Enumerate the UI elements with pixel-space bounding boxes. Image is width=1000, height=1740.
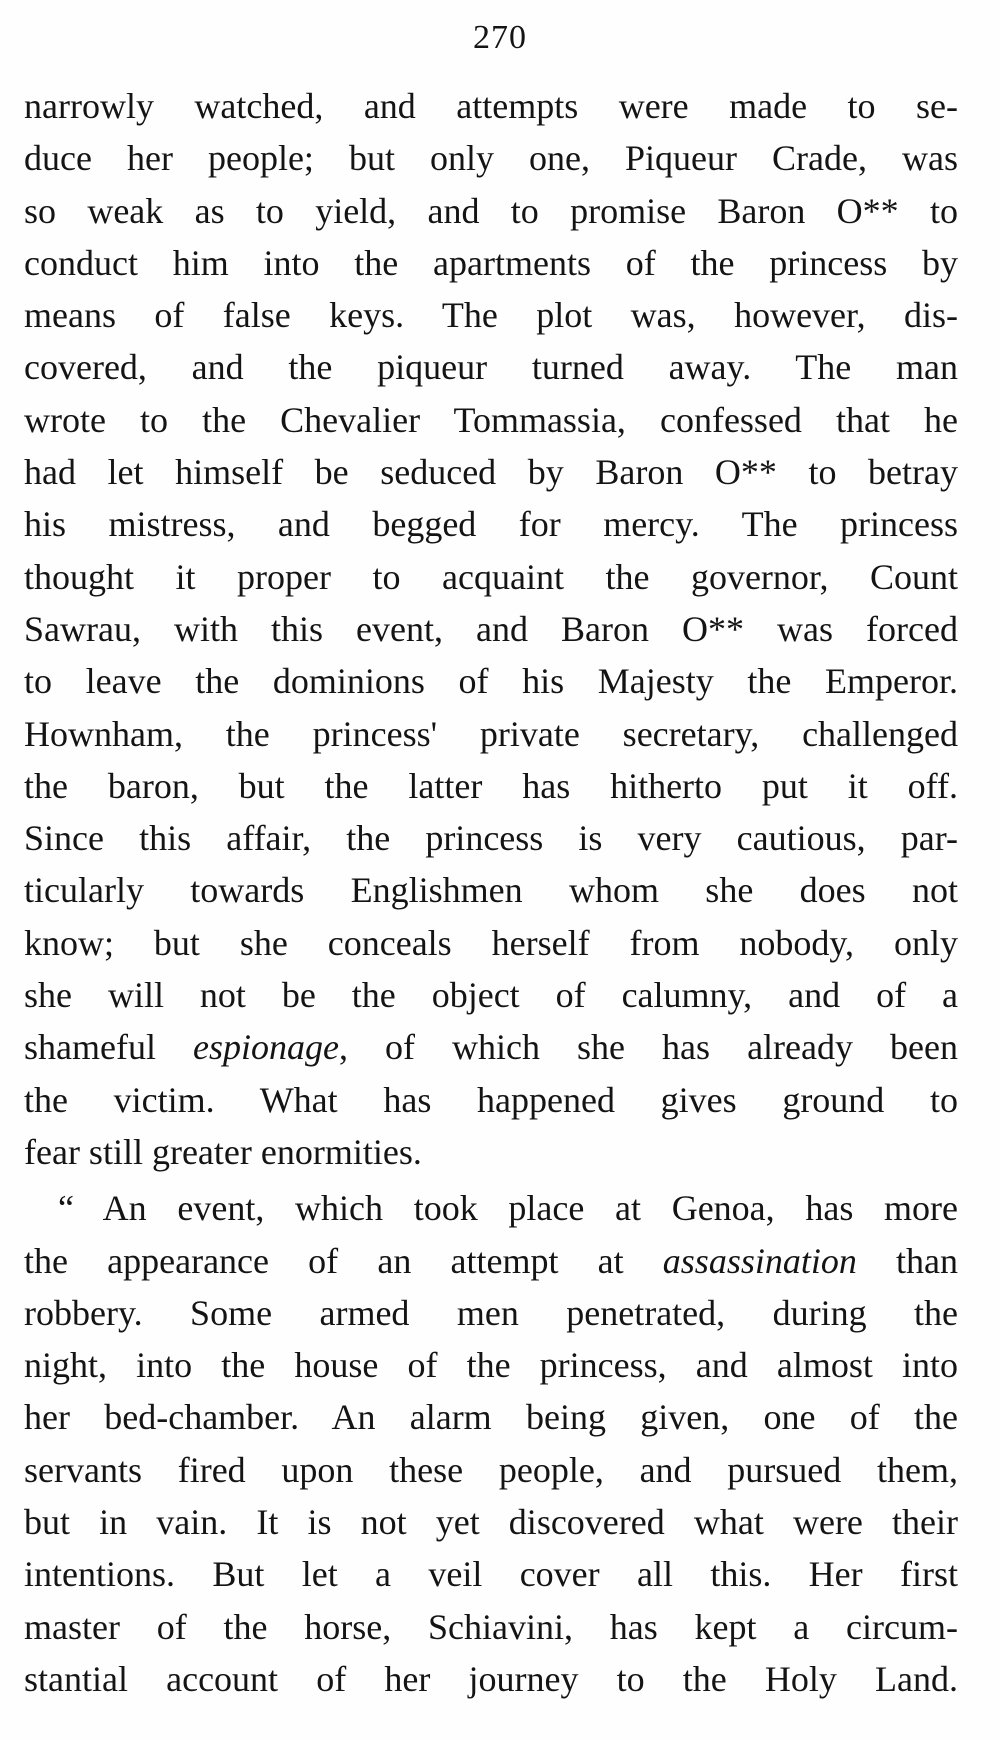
- text-line: [24, 708, 958, 760]
- text-run: had let himself be seduced by Baron O** to betray: [24, 452, 958, 493]
- body-text: [24, 80, 958, 1705]
- text-line: [24, 969, 958, 1021]
- text-run: intentions. But let a veil cover all this. Her first: [24, 1554, 958, 1595]
- text-run: master of the horse, Schiavini, has kept a circum-: [24, 1606, 958, 1647]
- text-line: [24, 760, 958, 812]
- text-line: [24, 603, 958, 655]
- text-run: duce her people; but only one, Piqueur Crade, was: [24, 138, 958, 179]
- text-run: wrote to the Chevalier Tommassia, confessed that he: [24, 399, 958, 440]
- text-line: [24, 132, 958, 184]
- text-line: [24, 1021, 958, 1073]
- text-line: [24, 655, 958, 707]
- text-run: conduct him into the apartments of the princess by: [24, 242, 958, 283]
- text-run: his mistress, and begged for mercy. The princess: [24, 504, 958, 545]
- text-line: [24, 864, 958, 916]
- text-line: [24, 1496, 958, 1548]
- text-line: [24, 80, 958, 132]
- text-run: Sawrau, with this event, and Baron O** was forced: [24, 608, 958, 649]
- text-run: than: [856, 1240, 958, 1281]
- text-run: to leave the dominions of his Majesty the Emperor.: [24, 661, 958, 702]
- text-run: stantial account of her journey to the Holy Land.: [24, 1658, 958, 1699]
- text-line: [24, 551, 958, 603]
- text-line: [24, 446, 958, 498]
- text-run: she will not be the object of calumny, and of a: [24, 975, 958, 1016]
- text-run: Since this affair, the princess is very cautious, par-: [24, 818, 958, 859]
- text-run: servants fired upon these people, and pursued them,: [24, 1449, 958, 1490]
- text-run: ticularly towards Englishmen whom she does not: [24, 870, 958, 911]
- text-line: [24, 1444, 958, 1496]
- text-run: the victim. What has happened gives ground to: [24, 1079, 958, 1120]
- text-line: [24, 1235, 958, 1287]
- text-line: [24, 1653, 958, 1705]
- text-run: covered, and the piqueur turned away. The man: [24, 347, 958, 388]
- text-run: narrowly watched, and attempts were made to se-: [24, 86, 958, 126]
- text-line: [24, 1287, 958, 1339]
- text-run: robbery. Some armed men penetrated, during the: [24, 1292, 958, 1333]
- italic-word: assassination: [662, 1240, 857, 1281]
- text-run: the baron, but the latter has hitherto put it off.: [24, 765, 958, 806]
- text-line: [24, 1074, 958, 1126]
- text-line: [24, 1126, 958, 1178]
- text-run: means of false keys. The plot was, however, dis-: [24, 295, 958, 336]
- text-line: [24, 394, 958, 446]
- text-run: so weak as to yield, and to promise Baron O** to: [24, 190, 958, 231]
- text-line: [24, 1548, 958, 1600]
- text-line: [24, 185, 958, 237]
- text-line: [24, 1339, 958, 1391]
- text-line: [24, 289, 958, 341]
- text-run: the appearance of an attempt at: [24, 1240, 663, 1281]
- text-run: but in vain. It is not yet discovered what were their: [24, 1502, 958, 1543]
- text-line: [24, 1391, 958, 1443]
- page-number: 270: [473, 19, 527, 56]
- text-line: [24, 1182, 958, 1234]
- text-run: thought it proper to acquaint the governor, Count: [24, 556, 958, 597]
- text-run: Hownham, the princess' private secretary, challenged: [24, 713, 958, 754]
- text-run: night, into the house of the princess, and almost into: [24, 1345, 958, 1386]
- text-run: , of which she has already been: [338, 1027, 958, 1068]
- text-run: shameful: [24, 1027, 193, 1068]
- text-line: [24, 341, 958, 393]
- text-run: her bed-chamber. An alarm being given, one of the: [24, 1397, 958, 1438]
- text-run: know; but she conceals herself from nobody, only: [24, 922, 958, 963]
- text-line: [24, 498, 958, 550]
- text-line: [24, 812, 958, 864]
- italic-word: espionage: [193, 1027, 339, 1068]
- text-run: fear still greater enormities.: [24, 1131, 422, 1172]
- text-line: [24, 917, 958, 969]
- text-line: [24, 1601, 958, 1653]
- text-line: [24, 237, 958, 289]
- text-run: “ An event, which took place at Genoa, has more: [58, 1188, 958, 1229]
